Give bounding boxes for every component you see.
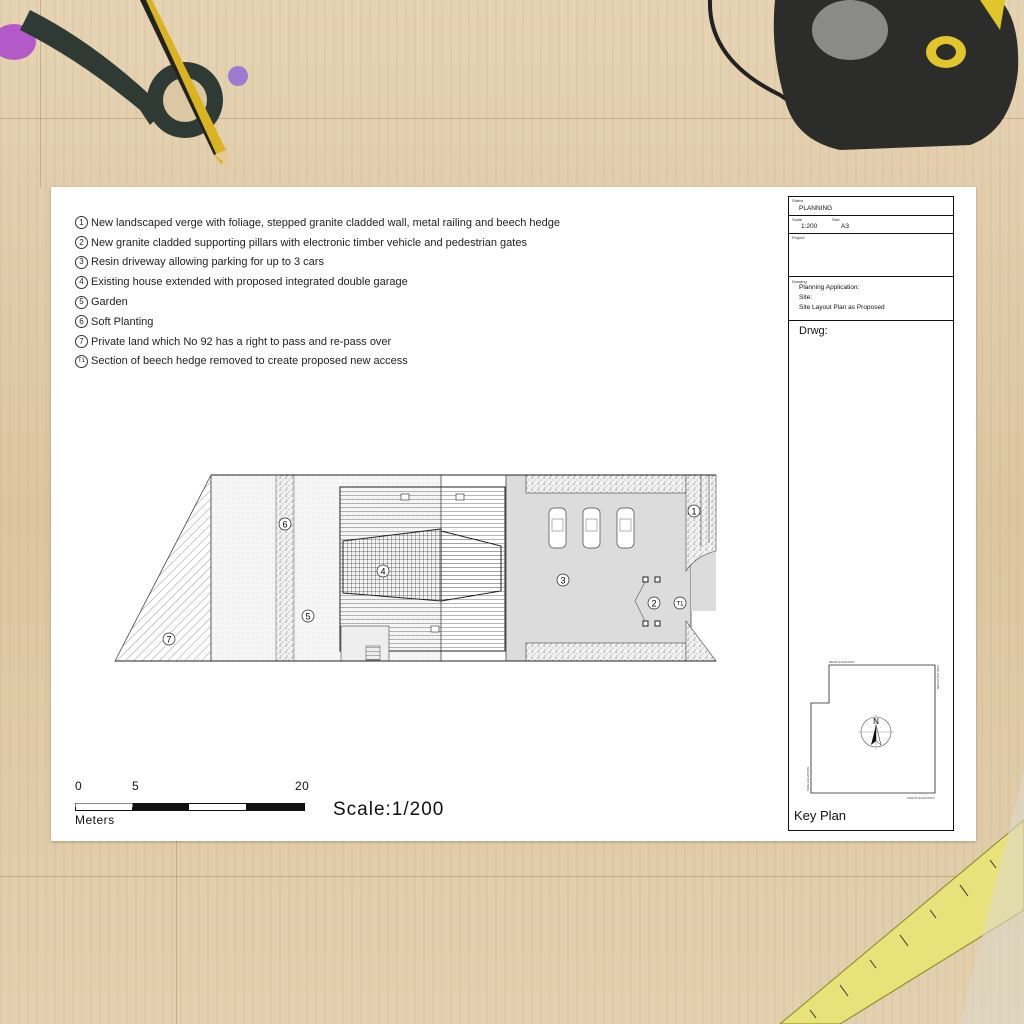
gate-pillar bbox=[643, 621, 648, 626]
key-plan-left-label: SIDE ELEVATION bbox=[806, 766, 810, 791]
legend-text: Soft Planting bbox=[91, 315, 154, 328]
scale-value: 1:200 bbox=[801, 223, 818, 230]
scale-caption: Scale bbox=[792, 217, 803, 222]
scale-bar-tick-20: 20 bbox=[295, 779, 310, 793]
drwg-label: Drwg: bbox=[799, 325, 828, 337]
key-plan bbox=[806, 660, 940, 803]
drawing-row bbox=[789, 277, 953, 321]
scale-size-row bbox=[789, 216, 953, 234]
private-land bbox=[115, 475, 211, 661]
gate-pillar bbox=[655, 621, 660, 626]
project-caption: Project bbox=[792, 235, 805, 240]
status-caption: Status bbox=[792, 198, 804, 203]
house-roof-front-wing bbox=[343, 529, 441, 601]
legend-text: Section of beech hedge removed to create proposed new access bbox=[91, 355, 408, 368]
gate-pillar bbox=[655, 577, 660, 582]
svg-text:T1: T1 bbox=[676, 601, 684, 608]
legend-number: 3 bbox=[75, 256, 88, 269]
driveway bbox=[506, 475, 691, 661]
legend-text: Resin driveway allowing parking for up to 3 cars bbox=[91, 256, 324, 269]
plan-marker-1 bbox=[688, 505, 700, 517]
drawing-caption: Drawing bbox=[792, 279, 807, 284]
legend-item bbox=[75, 233, 560, 253]
project-row bbox=[789, 234, 953, 277]
status-row bbox=[789, 197, 953, 216]
plan-marker-2 bbox=[648, 597, 660, 609]
plan-marker-6 bbox=[279, 518, 291, 530]
svg-text:2: 2 bbox=[651, 598, 657, 609]
legend-number: 2 bbox=[75, 236, 88, 249]
soft-planting-strip bbox=[276, 475, 294, 661]
scale-bar-unit: Meters bbox=[75, 813, 115, 827]
legend-text: Private land which No 92 has a right to pass and re-pass over bbox=[91, 335, 392, 348]
tape-measure-icon bbox=[700, 0, 1024, 165]
legend-item bbox=[75, 213, 560, 233]
legend-text: Garden bbox=[91, 296, 128, 309]
legend-text: New landscaped verge with foliage, stepped granite cladded wall, metal railing and beech hedge bbox=[91, 216, 561, 229]
key-plan-top-label: REAR ELEVATION bbox=[829, 660, 855, 664]
scale-bar bbox=[75, 803, 307, 813]
key-plan-bottom-label: FRONT ELEVATION bbox=[907, 796, 935, 800]
size-value: A3 bbox=[841, 223, 849, 230]
plan-marker-4 bbox=[377, 565, 389, 577]
pencil-and-compass-icon bbox=[0, 0, 250, 175]
drawing-line-3: Site Layout Plan as Proposed bbox=[799, 304, 885, 311]
parked-car bbox=[549, 508, 566, 548]
svg-text:4: 4 bbox=[380, 566, 386, 577]
scale-bar-tick-0: 0 bbox=[75, 779, 83, 793]
plan-marker-3 bbox=[557, 574, 569, 586]
key-plan-right-label: SIDE ELEVATION bbox=[936, 665, 940, 690]
north-arrow-icon bbox=[871, 725, 876, 745]
key-plan-label: Key Plan bbox=[794, 808, 847, 823]
title-block bbox=[788, 196, 954, 831]
legend-text: Existing house extended with proposed integrated double garage bbox=[91, 276, 408, 289]
parked-car bbox=[617, 508, 634, 548]
legend-item bbox=[75, 292, 560, 312]
drawing-line-2: Site: bbox=[799, 294, 813, 301]
legend-item bbox=[75, 272, 560, 292]
plan-marker-7 bbox=[163, 633, 175, 645]
plan-marker-5 bbox=[302, 610, 314, 622]
desk-plank-line bbox=[176, 841, 177, 1024]
scale-text: Scale:1/200 bbox=[333, 799, 445, 820]
legend-number: 4 bbox=[75, 276, 88, 289]
status-value: PLANNING bbox=[799, 205, 833, 212]
gate-pillar bbox=[643, 577, 648, 582]
verge-right-bottom bbox=[686, 621, 716, 661]
legend-item bbox=[75, 253, 560, 273]
size-caption: Size bbox=[832, 217, 840, 222]
legend-text: New granite cladded supporting pillars with electronic timber vehicle and pedestrian gates bbox=[91, 236, 527, 249]
legend-item bbox=[75, 352, 560, 372]
drawing-line-1: Planning Application: bbox=[799, 284, 860, 291]
drawing-sheet bbox=[51, 187, 976, 841]
legend-number: T1 bbox=[75, 355, 88, 368]
svg-text:1: 1 bbox=[691, 506, 697, 517]
scale-bar-tick-5: 5 bbox=[132, 779, 140, 793]
legend-number: 6 bbox=[75, 315, 88, 328]
legend-list bbox=[75, 213, 560, 371]
svg-text:3: 3 bbox=[560, 575, 566, 586]
svg-text:5: 5 bbox=[305, 611, 311, 622]
verge-bottom bbox=[526, 643, 686, 661]
parked-car bbox=[583, 508, 600, 548]
legend-number: 7 bbox=[75, 335, 88, 348]
legend-item bbox=[75, 332, 560, 352]
svg-text:6: 6 bbox=[282, 519, 288, 530]
legend-item bbox=[75, 312, 560, 332]
svg-text:7: 7 bbox=[166, 634, 172, 645]
site-plan bbox=[111, 471, 721, 666]
verge-top bbox=[526, 475, 686, 493]
north-label: N bbox=[873, 717, 879, 726]
legend-number: 5 bbox=[75, 296, 88, 309]
legend-number: 1 bbox=[75, 216, 88, 229]
plan-marker-t1 bbox=[674, 597, 686, 609]
